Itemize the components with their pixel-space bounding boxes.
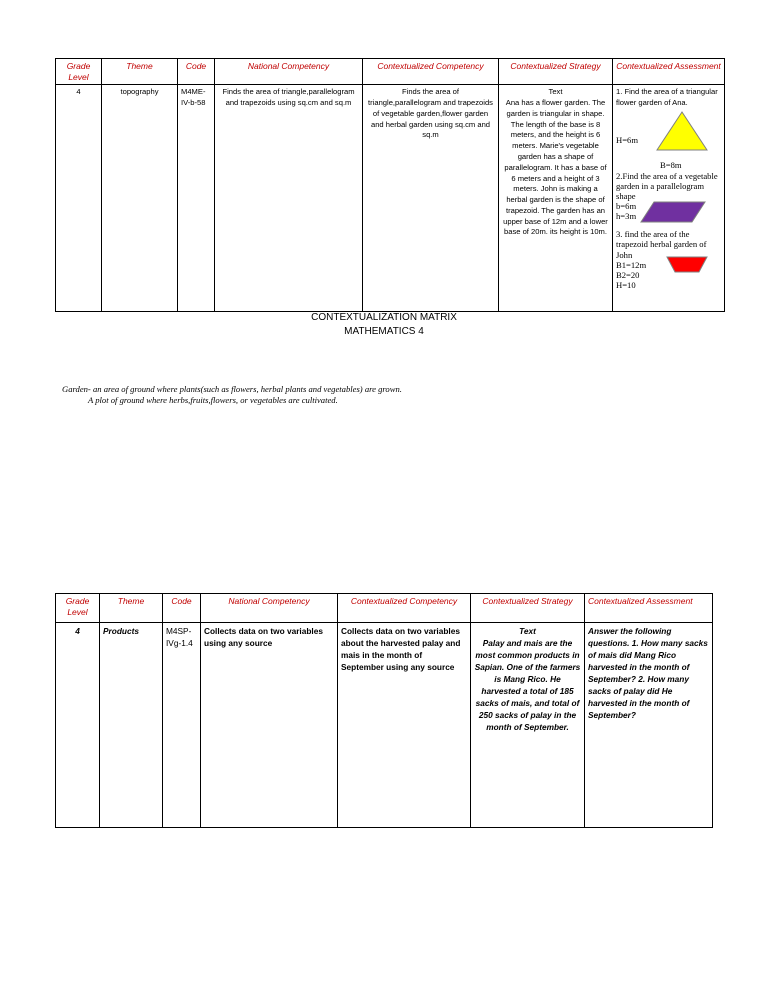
cell-contextualized-strategy (499, 85, 613, 312)
cell-theme: topography (102, 85, 178, 312)
header-contextualized-assessment: Contextualized Assessment (613, 59, 725, 85)
garden-definition (62, 384, 402, 406)
header-contextualized-strategy: Contextualized Strategy (471, 594, 585, 623)
header-theme: Theme (100, 594, 163, 623)
table-row (56, 85, 725, 312)
header-code: Code (163, 594, 201, 623)
header-national-competency: National Competency (215, 59, 363, 85)
title-line-2: MATHEMATICS 4 (344, 325, 424, 337)
matrix-table-1 (55, 58, 725, 312)
header-contextualized-assessment: Contextualized Assessment (585, 594, 713, 623)
assessment-base-2: b=6m (616, 201, 637, 212)
header-contextualized-strategy: Contextualized Strategy (499, 59, 613, 85)
title-line-1: CONTEXTUALIZATION MATRIX (311, 312, 457, 323)
assessment-height-2: h=3m (616, 211, 637, 222)
cell-grade: 4 (56, 85, 102, 312)
header-contextualized-competency: Contextualized Competency (363, 59, 499, 85)
strategy-text: Palay and mais are the most common products in Sapian. One of the farmers is Mang Rico. He harvested a total of 185 sacks of mais, and total of 250 sacks of palay in the month of September. (474, 638, 581, 733)
table-header-row (56, 59, 725, 85)
cell-contextualized-assessment: Answer the following questions. 1. How many sacks of mais did Mang Rico harvested in the month of September? 2. How many sacks of palay did He harvested in the month of September? (585, 623, 713, 828)
cell-contextualized-competency: Finds the area of triangle,parallelogram and trapezoids of vegetable garden,flower garden and herbal garden using sq.cm and sq.m (363, 85, 499, 312)
parallelogram-shape (640, 201, 706, 223)
cell-contextualized-competency: Collects data on two variables about the harvested palay and mais in the month of September using any source (338, 623, 471, 828)
cell-theme: Products (100, 623, 163, 828)
cell-grade: 4 (56, 623, 100, 828)
table-header-row (56, 594, 713, 623)
definition-line-2: A plot of ground where herbs,fruits,flowers, or vegetables are cultivated. (88, 395, 338, 406)
cell-contextualized-assessment (613, 85, 725, 312)
header-contextualized-competency: Contextualized Competency (338, 594, 471, 623)
page-title (0, 311, 768, 338)
assessment-question-1: 1. Find the area of a triangular flower garden of Ana. (616, 87, 718, 108)
definition-line-1: Garden- an area of ground where plants(such as flowers, herbal plants and vegetables) are grown. (62, 384, 402, 394)
triangle-shape (656, 111, 708, 151)
cell-national-competency: Collects data on two variables using any source (201, 623, 338, 828)
strategy-heading: Text (548, 87, 563, 97)
assessment-base-1: B=8m (660, 159, 682, 170)
header-grade-level: Grade Level (56, 59, 102, 85)
header-grade-level: Grade Level (56, 594, 100, 623)
matrix-table-2 (55, 593, 713, 828)
assessment-height-1: H=6m (616, 134, 639, 145)
header-theme: Theme (102, 59, 178, 85)
table-row (56, 623, 713, 828)
assessment-question-3: 3. find the area of the trapezoid herbal garden of John (616, 229, 707, 260)
trapezoid-shape (666, 256, 708, 273)
strategy-text: Ana has a flower garden. The garden is triangular in shape. The length of the base is 8 meters, and the height is 6 meters. Marie's vegetable garden has a shape of parallelogram. It has a base of 6 meters and a height of 3 meters. John is making a herbal garden is the shape of trapezoid. The garden has an upper base of 12m and a lower base of 20m. its height is 10m. (503, 98, 608, 237)
assessment-question-2: 2.Find the area of a vegetable garden in a parallelogram shape (616, 170, 718, 202)
assessment-height-3: H=10 (616, 279, 636, 290)
cell-code: M4ME-IV-b-58 (178, 85, 215, 312)
header-national-competency: National Competency (201, 594, 338, 623)
assessment-base-b1: B1=12m (616, 259, 647, 270)
assessment-base-b2: B2=20 (616, 269, 640, 280)
cell-contextualized-strategy (471, 623, 585, 828)
strategy-heading: Text (519, 626, 536, 636)
header-code: Code (178, 59, 215, 85)
cell-code: M4SP-IVg-1.4 (163, 623, 201, 828)
cell-national-competency: Finds the area of triangle,parallelogram and trapezoids using sq.cm and sq.m (215, 85, 363, 312)
